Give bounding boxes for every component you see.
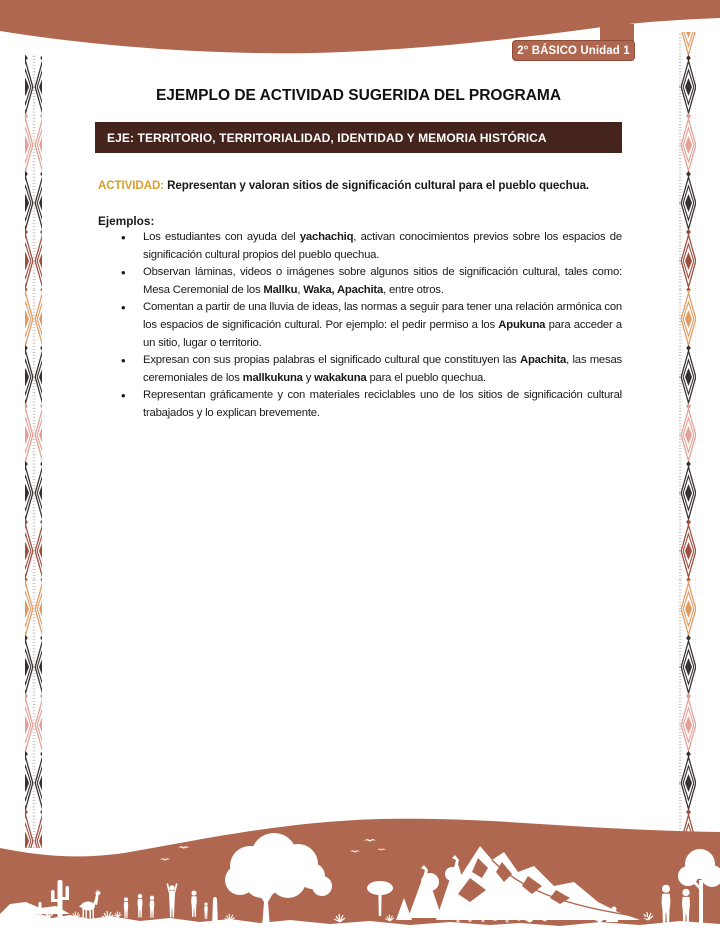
actividad-label: ACTIVIDAD: [98,179,164,192]
unit-badge [512,40,635,61]
eje-bar [95,122,622,153]
eje-bar-label: EJE: TERRITORIO, TERRITORIALIDAD, IDENTIDAD Y MEMORIA HISTÓRICA [107,130,547,145]
unit-badge-label: 2° BÁSICO Unidad 1 [517,44,630,57]
list-item: • Observan láminas, videos o imágenes sobre algunos sitios de significación cultural, tales como: Mesa Ceremonial de los Mallku, Waka, Apachita, entre otros. [98,264,622,299]
actividad-line [98,179,622,192]
page-title: EJEMPLO DE ACTIVIDAD SUGERIDA DEL PROGRAMA [155,87,562,104]
left-border-pattern [25,55,42,848]
list-item: • Los estudiantes con ayuda del yachachiq, activan conocimientos previos sobre los espacios de significación cultural propios del pueblo quechua. [98,229,622,264]
ejemplos-label: Ejemplos: [98,214,155,228]
list-item: • Expresan con sus propias palabras el significado cultural que constituyen las Apachita, las mesas ceremoniales de los mallkukuna y wakakuna para el pueblo quechua. [98,352,622,387]
list-item: • Representan gráficamente y con materiales reciclables uno de los sitios de significación cultural trabajados y lo explican brevemente. [98,387,622,422]
ejemplos-list [98,229,622,423]
right-border-pattern [679,32,696,843]
actividad-text: Representan y valoran sitios de significación cultural para el pueblo quechua. [163,179,590,192]
footer-illustration [0,819,720,932]
list-item: • Comentan a partir de una lluvia de ideas, las normas a seguir para tener una relación armónica con los espacios de significación cultural. Por ejemplo: el pedir permiso a los Apukuna para acceder a un sitio, lugar o territorio. [98,299,622,352]
